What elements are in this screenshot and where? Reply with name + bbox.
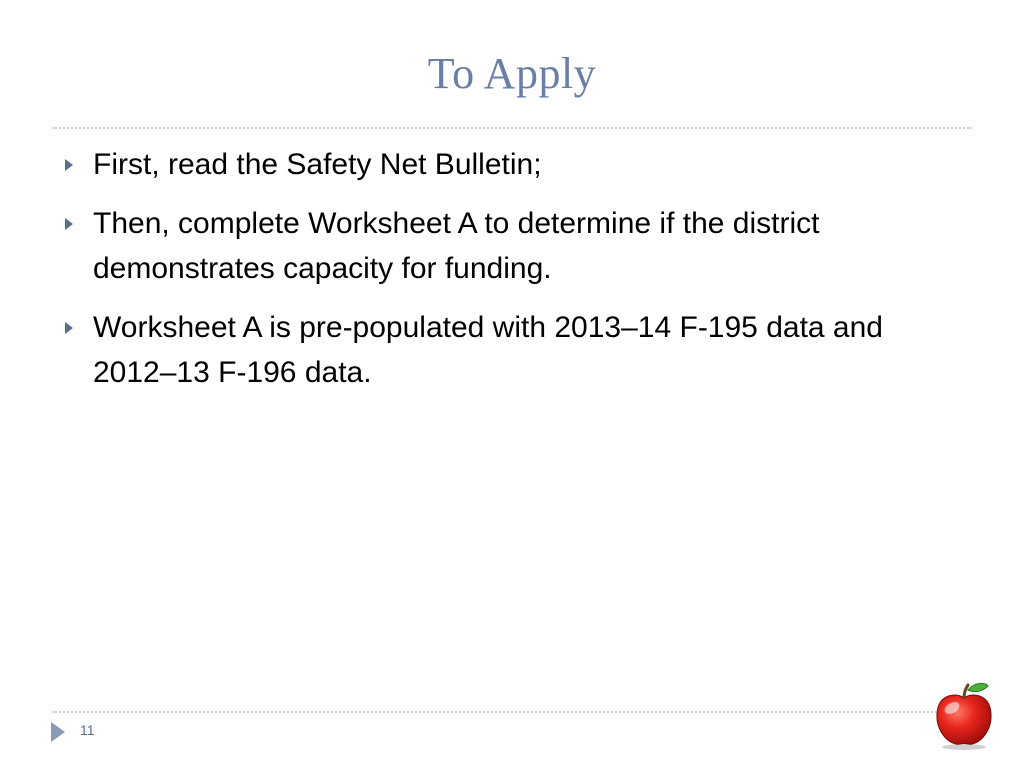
bullet-text: Then, complete Worksheet A to determine if the district demonstrates capacity for funding. — [93, 207, 820, 285]
bullet-arrow-icon — [65, 159, 73, 171]
bullet-list — [62, 142, 962, 409]
slide-number: 11 — [80, 722, 95, 738]
bullet-arrow-icon — [65, 218, 73, 230]
bullet-text: First, read the Safety Net Bulletin; — [93, 148, 542, 181]
bullet-arrow-icon — [65, 322, 73, 334]
bullet-item — [62, 142, 962, 187]
bullet-item — [62, 305, 962, 395]
slide-number-arrow-icon — [51, 722, 65, 742]
footer-divider — [52, 711, 972, 713]
apple-icon — [930, 680, 998, 750]
slide-title: To Apply — [427, 49, 597, 98]
title-divider — [52, 127, 972, 129]
bullet-item — [62, 201, 962, 291]
bullet-text: Worksheet A is pre-populated with 2013–14 F-195 data and 2012–13 F-196 data. — [93, 311, 883, 389]
